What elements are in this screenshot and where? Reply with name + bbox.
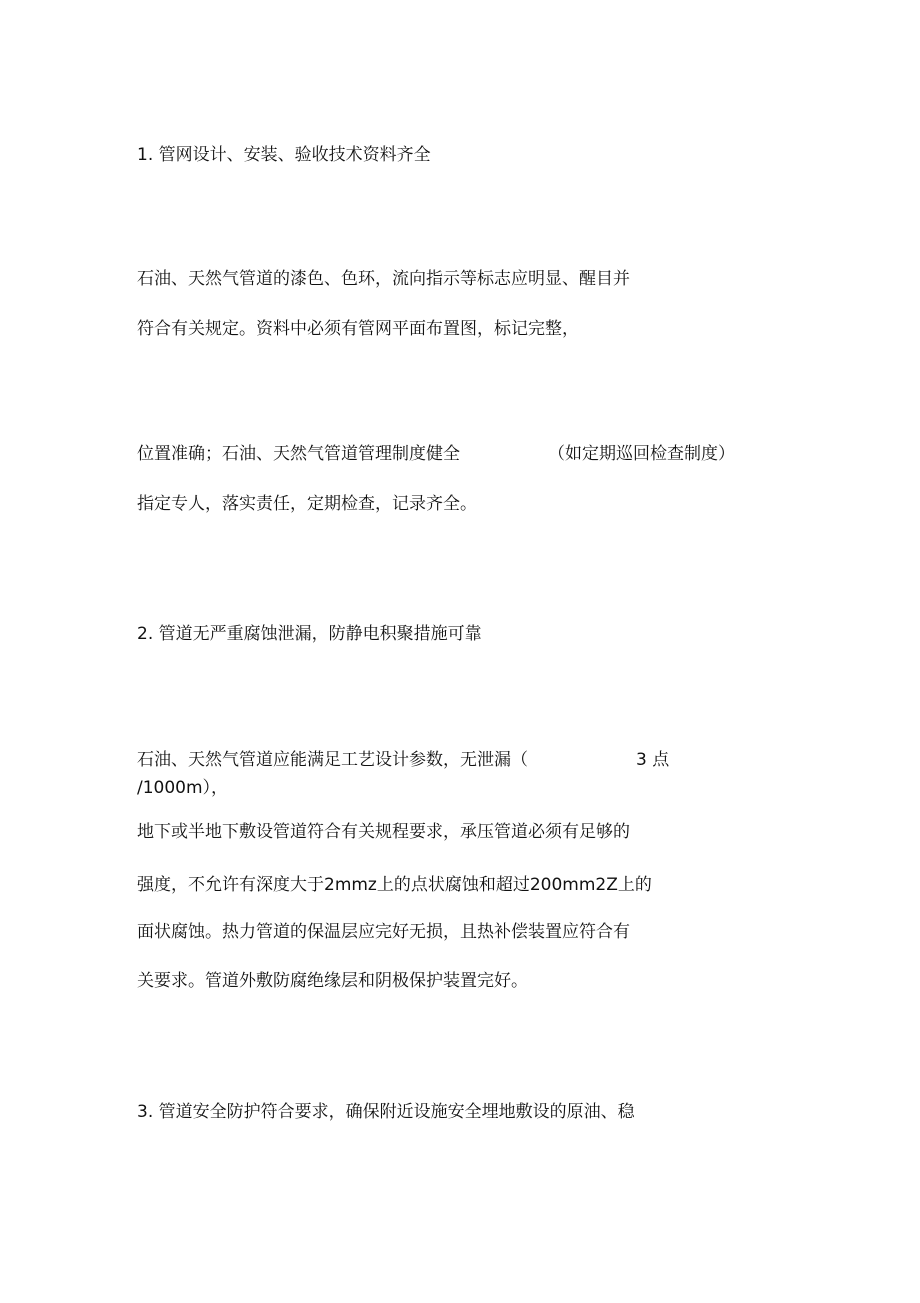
section-2-paragraph-line-4: 强度，不允许有深度大于2mmz上的点状腐蚀和超过200mm2Z上的 [137, 875, 652, 895]
section-2-paragraph-line-1-left: 石油、天然气管道应能满足工艺设计参数，无泄漏（ [137, 750, 528, 770]
section-1-paragraph-2-line-2: 指定专人，落实责任，定期检查，记录齐全。 [137, 494, 477, 514]
section-2-paragraph-line-2: /1000m）， [137, 778, 229, 798]
section-2-paragraph-line-5: 面状腐蚀。热力管道的保温层应完好无损，且热补偿装置应符合有 [137, 922, 630, 942]
section-3-heading: 3. 管道安全防护符合要求，确保附近设施安全埋地敷设的原油、稳 [137, 1102, 635, 1122]
section-2-paragraph-line-3: 地下或半地下敷设管道符合有关规程要求，承压管道必须有足够的 [137, 822, 630, 842]
section-1-paragraph-2-line-1-right: （如定期巡回检查制度） [548, 444, 735, 464]
section-2-paragraph-line-6: 关要求。管道外敷防腐绝缘层和阴极保护装置完好。 [137, 971, 528, 991]
section-1-paragraph-1-line-1: 石油、天然气管道的漆色、色环，流向指示等标志应明显、醒目并 [137, 269, 630, 289]
section-2-paragraph-line-1-right: 3 点 [636, 750, 670, 770]
section-2-heading: 2. 管道无严重腐蚀泄漏，防静电积聚措施可靠 [137, 624, 482, 644]
section-1-heading: 1. 管网设计、安装、验收技术资料齐全 [137, 145, 431, 165]
section-1-paragraph-2-line-1-left: 位置准确；石油、天然气管道管理制度健全 [137, 444, 460, 464]
section-1-paragraph-1-line-2: 符合有关规定。资料中必须有管网平面布置图，标记完整， [137, 319, 579, 339]
